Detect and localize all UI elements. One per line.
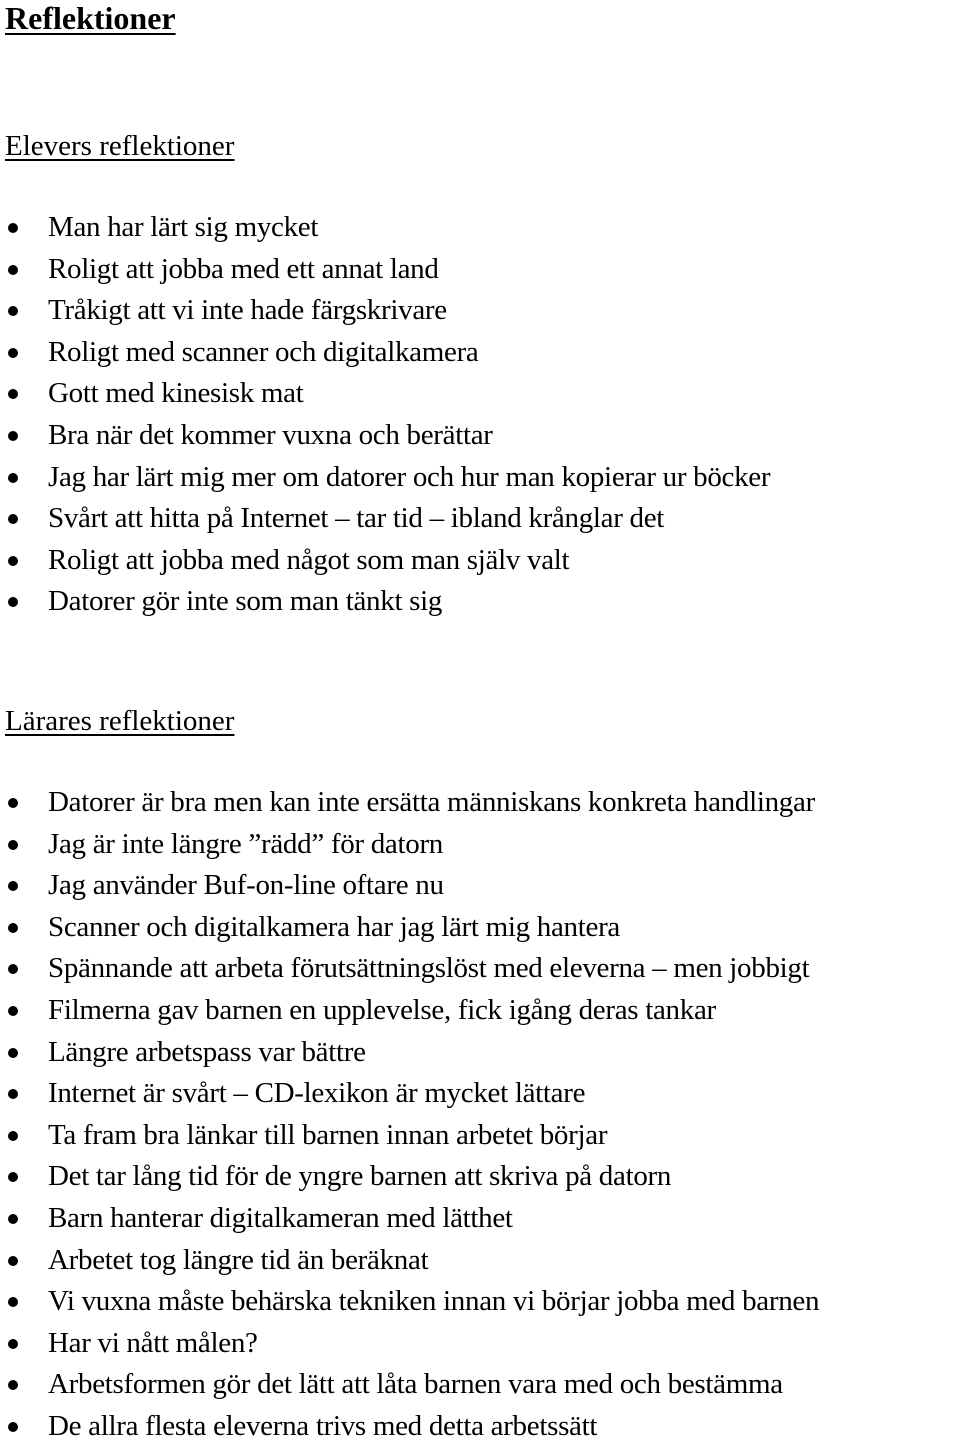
bullet-icon <box>8 348 18 358</box>
section-heading-elever: Elevers reflektioner <box>5 130 235 162</box>
bullet-text: Barn hanterar digitalkameran med lätthet <box>48 1201 513 1234</box>
bullet-item-larare <box>0 1032 819 1074</box>
bullet-icon <box>8 840 18 850</box>
bullet-icon <box>8 1256 18 1266</box>
bullet-text: Roligt att jobba med något som man själv valt <box>48 543 570 576</box>
bullet-text: Tråkigt att vi inte hade färgskrivare <box>48 294 447 327</box>
bullet-icon <box>8 1297 18 1307</box>
bullet-icon <box>8 923 18 933</box>
bullet-item-elever <box>0 332 770 374</box>
bullet-text: Gott med kinesisk mat <box>48 377 304 410</box>
bullet-icon <box>8 556 18 566</box>
bullet-text: Arbetet tog längre tid än beräknat <box>48 1243 429 1276</box>
bullet-text: Man har lärt sig mycket <box>48 211 319 243</box>
bullet-item-larare <box>0 1323 819 1365</box>
bullet-text: Bra när det kommer vuxna och berättar <box>48 418 493 451</box>
bullet-text: De allra flesta eleverna trivs med detta arbetssätt <box>48 1409 598 1442</box>
bullet-text: Roligt att jobba med ett annat land <box>48 252 439 285</box>
bullet-item-larare <box>0 782 819 824</box>
page-title: Reflektioner <box>5 0 176 36</box>
bullet-item-larare <box>0 990 819 1032</box>
bullet-icon <box>8 1089 18 1099</box>
bullet-text: Datorer är bra men kan inte ersätta människans konkreta handlingar <box>48 786 815 818</box>
bullet-icon <box>8 1422 18 1432</box>
section-heading-larare: Lärares reflektioner <box>5 705 235 737</box>
bullet-icon <box>8 964 18 974</box>
bullet-text: Det tar lång tid för de yngre barnen att skriva på datorn <box>48 1160 672 1193</box>
bullet-item-elever <box>0 249 770 291</box>
bullet-icon <box>8 1048 18 1058</box>
bullet-icon <box>8 473 18 483</box>
bullet-icon <box>8 1131 18 1141</box>
bullet-text: Har vi nått målen? <box>48 1326 258 1359</box>
bullet-item-elever <box>0 540 770 582</box>
bullet-item-elever <box>0 415 770 457</box>
bullet-item-larare <box>0 1198 819 1240</box>
bullet-item-larare <box>0 1115 819 1157</box>
bullet-list-elever <box>0 207 770 623</box>
bullet-text: Datorer gör inte som man tänkt sig <box>48 585 443 618</box>
bullet-text: Vi vuxna måste behärska tekniken innan vi börjar jobba med barnen <box>48 1285 820 1318</box>
bullet-item-elever <box>0 373 770 415</box>
bullet-text: Jag använder Buf-on-line oftare nu <box>48 869 444 902</box>
bullet-text: Filmerna gav barnen en upplevelse, fick igång deras tankar <box>48 993 716 1026</box>
bullet-text: Ta fram bra länkar till barnen innan arbetet börjar <box>48 1118 608 1151</box>
bullet-icon <box>8 389 18 399</box>
bullet-icon <box>8 1172 18 1182</box>
bullet-icon <box>8 1339 18 1349</box>
bullet-text: Svårt att hitta på Internet – tar tid – ibland krånglar det <box>48 502 665 535</box>
bullet-item-larare <box>0 1364 819 1406</box>
bullet-item-larare <box>0 1073 819 1115</box>
bullet-item-larare <box>0 1281 819 1323</box>
bullet-icon <box>8 514 18 524</box>
bullet-icon <box>8 798 18 808</box>
bullet-text: Spännande att arbeta förutsättningslöst med eleverna – men jobbigt <box>48 952 810 985</box>
bullet-icon <box>8 265 18 275</box>
bullet-icon <box>8 1214 18 1224</box>
bullet-item-elever <box>0 290 770 332</box>
bullet-item-elever <box>0 457 770 499</box>
bullet-icon <box>8 431 18 441</box>
bullet-icon <box>8 881 18 891</box>
bullet-text: Jag har lärt mig mer om datorer och hur man kopierar ur böcker <box>48 460 771 493</box>
bullet-item-larare <box>0 1406 819 1448</box>
bullet-icon <box>8 223 18 233</box>
bullet-item-larare <box>0 1156 819 1198</box>
bullet-icon <box>8 1380 18 1390</box>
bullet-item-larare <box>0 948 819 990</box>
bullet-item-elever <box>0 498 770 540</box>
bullet-text: Roligt med scanner och digitalkamera <box>48 335 479 368</box>
bullet-text: Jag är inte längre ”rädd” för datorn <box>48 827 444 860</box>
bullet-item-elever <box>0 207 770 249</box>
bullet-icon <box>8 1006 18 1016</box>
bullet-list-larare <box>0 782 819 1448</box>
bullet-text: Arbetsformen gör det lätt att låta barnen vara med och bestämma <box>48 1368 783 1401</box>
bullet-icon <box>8 306 18 316</box>
bullet-item-larare <box>0 865 819 907</box>
bullet-text: Internet är svårt – CD-lexikon är mycket lättare <box>48 1077 586 1110</box>
bullet-item-elever <box>0 581 770 623</box>
bullet-item-larare <box>0 824 819 866</box>
bullet-item-larare <box>0 907 819 949</box>
bullet-text: Scanner och digitalkamera har jag lärt mig hantera <box>48 910 620 943</box>
bullet-text: Längre arbetspass var bättre <box>48 1035 366 1068</box>
bullet-item-larare <box>0 1240 819 1282</box>
bullet-icon <box>8 597 18 607</box>
